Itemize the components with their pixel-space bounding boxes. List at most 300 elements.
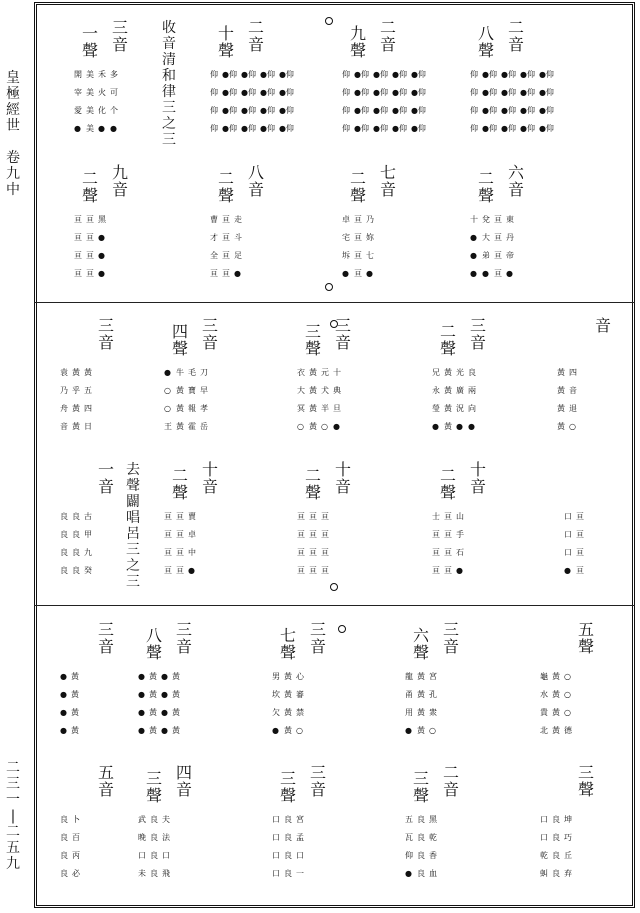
rhyme-cell: ●仰 bbox=[240, 88, 256, 97]
rhyme-cell: 亘 bbox=[309, 548, 317, 557]
rhyme-column bbox=[432, 366, 440, 434]
rhyme-cell: 黃 bbox=[72, 422, 80, 431]
title-char: 音 bbox=[162, 36, 176, 52]
rhyme-cell: 冥 bbox=[297, 404, 305, 413]
margin-char: 五 bbox=[6, 840, 20, 856]
rhyme-cell: 龜 bbox=[540, 672, 548, 681]
rhyme-cell: 黃 bbox=[552, 672, 560, 681]
rhyme-cell: 黃 bbox=[70, 690, 79, 699]
rhyme-cell: 甲 bbox=[84, 530, 92, 539]
rhyme-cell: ●仰 bbox=[259, 106, 275, 115]
rhyme-cell: 口 bbox=[138, 851, 146, 860]
page-frame bbox=[34, 2, 635, 908]
rhyme-cell: 丹 bbox=[506, 233, 514, 242]
rhyme-cell: 黃 bbox=[148, 672, 157, 681]
rhyme-cell: 亘 bbox=[86, 233, 94, 242]
block-heading bbox=[508, 20, 524, 54]
rhyme-cell: ●仰 bbox=[538, 88, 554, 97]
rhyme-cell: 黃 bbox=[84, 368, 92, 377]
rhyme-cell: 禾 bbox=[98, 70, 106, 79]
block-heading bbox=[595, 318, 611, 335]
rhyme-cell: 亘 bbox=[444, 566, 452, 575]
margin-char: 九 bbox=[6, 166, 20, 182]
rhyme-cell: 口 bbox=[272, 851, 280, 860]
block-heading bbox=[305, 324, 321, 358]
rhyme-table bbox=[297, 366, 341, 434]
rhyme-column bbox=[86, 68, 94, 136]
rhyme-cell: ●仰 bbox=[372, 124, 388, 133]
title-char: 呂 bbox=[126, 526, 140, 542]
heading-char: 二 bbox=[478, 169, 495, 188]
rhyme-table bbox=[60, 366, 92, 434]
title-char: 聲 bbox=[126, 478, 140, 494]
block-heading bbox=[82, 26, 98, 60]
rhyme-cell: 黃 bbox=[309, 422, 317, 431]
rhyme-cell: 血 bbox=[429, 869, 437, 878]
rhyme-cell: ●仰 bbox=[538, 70, 554, 79]
rhyme-cell: 黃 bbox=[148, 708, 157, 717]
heading-char: 五 bbox=[98, 763, 115, 782]
rhyme-cell: 黃 bbox=[444, 386, 452, 395]
rhyme-cell: 乾 bbox=[540, 851, 548, 860]
heading-char: 聲 bbox=[280, 643, 297, 662]
rhyme-cell: ○ bbox=[564, 672, 571, 681]
rhyme-cell: 黃 bbox=[284, 708, 292, 717]
rhyme-cell: 良 bbox=[284, 851, 292, 860]
rhyme-cell: 巧 bbox=[564, 833, 572, 842]
rhyme-cell: 口 bbox=[272, 815, 280, 824]
rhyme-table bbox=[405, 670, 437, 738]
heading-char: 三 bbox=[98, 620, 115, 639]
rhyme-column bbox=[417, 813, 425, 881]
rhyme-cell: 黃 bbox=[417, 690, 425, 699]
rhyme-cell: 黃 bbox=[176, 386, 184, 395]
rhyme-cell: ●仰 bbox=[354, 106, 369, 115]
heading-char: 聲 bbox=[578, 780, 595, 799]
rhyme-cell: 半 bbox=[321, 404, 329, 413]
rhyme-cell: 刀 bbox=[200, 368, 208, 377]
rhyme-cell: 仰 bbox=[470, 70, 478, 79]
rhyme-column bbox=[296, 813, 304, 881]
rhyme-cell: 瑩 bbox=[432, 404, 440, 413]
rhyme-cell: 黃 bbox=[284, 726, 292, 735]
rhyme-cell: 坼 bbox=[342, 251, 350, 260]
rhyme-cell: ● bbox=[470, 251, 477, 260]
margin-char: 極 bbox=[6, 86, 20, 102]
block-heading bbox=[98, 318, 114, 352]
heading-char: 音 bbox=[380, 35, 397, 54]
rhyme-cell: 黃 bbox=[444, 404, 452, 413]
rhyme-column bbox=[164, 510, 172, 578]
rhyme-cell: 黃 bbox=[176, 404, 184, 413]
title-char: 律 bbox=[162, 84, 176, 100]
rhyme-cell: 孔 bbox=[429, 690, 437, 699]
rhyme-table bbox=[405, 813, 437, 881]
rhyme-cell: 亘 bbox=[74, 233, 82, 242]
heading-char: 十 bbox=[202, 460, 219, 479]
heading-char: 聲 bbox=[82, 186, 99, 205]
rhyme-column bbox=[539, 68, 554, 136]
block-heading bbox=[440, 468, 456, 502]
rhyme-column bbox=[444, 510, 452, 578]
rhyme-table bbox=[564, 510, 584, 578]
heading-char: 三 bbox=[335, 316, 352, 335]
heading-char: 三 bbox=[413, 769, 430, 788]
rhyme-cell: 口 bbox=[540, 833, 548, 842]
rhyme-column bbox=[210, 213, 218, 281]
rhyme-cell: 古 bbox=[84, 512, 92, 521]
heading-char: 三 bbox=[470, 316, 487, 335]
section-title bbox=[126, 462, 142, 590]
rhyme-cell: 亘 bbox=[321, 548, 329, 557]
rhyme-column bbox=[60, 510, 68, 578]
rhyme-column bbox=[161, 670, 168, 738]
margin-char: 一 bbox=[6, 792, 20, 808]
rhyme-cell: ○ bbox=[564, 690, 571, 699]
heading-char: 聲 bbox=[350, 41, 367, 60]
rhyme-cell: 貴 bbox=[540, 708, 548, 717]
rhyme-cell: 黃 bbox=[171, 672, 180, 681]
rhyme-cell: 亘 bbox=[321, 566, 329, 575]
rhyme-cell: 黑 bbox=[429, 815, 437, 824]
heading-char: 聲 bbox=[280, 786, 297, 805]
rhyme-cell: 个 bbox=[110, 106, 118, 115]
rhyme-cell: 亘 bbox=[164, 512, 172, 521]
rhyme-column bbox=[576, 510, 584, 578]
rhyme-cell: 亘 bbox=[494, 251, 502, 260]
rhyme-cell: 亘 bbox=[494, 215, 502, 224]
rhyme-column bbox=[284, 670, 292, 738]
rhyme-cell: ●仰 bbox=[222, 88, 237, 97]
rhyme-cell: 光 bbox=[456, 368, 464, 377]
rhyme-cell: 德 bbox=[564, 726, 572, 735]
rhyme-table bbox=[272, 813, 304, 881]
rhyme-cell: ● bbox=[456, 566, 463, 575]
rhyme-column bbox=[456, 510, 464, 578]
rhyme-cell: 亘 bbox=[321, 512, 329, 521]
rhyme-cell: 口 bbox=[272, 869, 280, 878]
heading-char: 音 bbox=[112, 35, 129, 54]
heading-char: 音 bbox=[248, 180, 265, 199]
rhyme-cell: 黃 bbox=[557, 404, 565, 413]
rhyme-cell: ●仰 bbox=[259, 124, 275, 133]
rhyme-cell: ● bbox=[482, 269, 489, 278]
heading-char: 十 bbox=[470, 460, 487, 479]
rhyme-cell: ● bbox=[60, 690, 67, 699]
heading-char: 四 bbox=[172, 322, 189, 341]
rhyme-cell: ● bbox=[160, 726, 168, 735]
rhyme-cell: 良 bbox=[150, 815, 158, 824]
rhyme-cell: ● bbox=[160, 708, 168, 717]
rhyme-column bbox=[222, 213, 230, 281]
heading-char: 音 bbox=[98, 637, 115, 656]
rhyme-table bbox=[272, 670, 304, 738]
rhyme-cell: 日 bbox=[84, 422, 92, 431]
rhyme-column bbox=[333, 366, 341, 434]
rhyme-table bbox=[210, 213, 242, 281]
rhyme-cell: 黃 bbox=[309, 386, 317, 395]
block-heading bbox=[176, 765, 192, 799]
rhyme-cell: 男 bbox=[272, 672, 280, 681]
rhyme-cell: 兄 bbox=[432, 368, 440, 377]
rhyme-cell: 良 bbox=[60, 530, 68, 539]
rhyme-cell: 退 bbox=[569, 404, 577, 413]
heading-char: 九 bbox=[112, 163, 129, 182]
rhyme-cell: 賣 bbox=[188, 512, 196, 521]
rhyme-cell: 良 bbox=[72, 530, 80, 539]
rhyme-cell: ● bbox=[164, 368, 171, 377]
rhyme-column bbox=[284, 813, 292, 881]
block-heading bbox=[146, 771, 162, 805]
rhyme-cell: 黃 bbox=[552, 690, 560, 699]
rhyme-cell: 良 bbox=[72, 566, 80, 575]
rhyme-cell: 亘 bbox=[432, 548, 440, 557]
rhyme-cell: 霍 bbox=[188, 422, 196, 431]
margin-char: 中 bbox=[6, 182, 20, 198]
rhyme-column bbox=[456, 366, 464, 434]
rhyme-cell: 龍 bbox=[405, 672, 413, 681]
heading-char: 音 bbox=[595, 316, 612, 335]
rhyme-cell: ● bbox=[98, 233, 105, 242]
rhyme-cell: 黃 bbox=[309, 368, 317, 377]
rhyme-table bbox=[557, 366, 577, 434]
block-heading bbox=[98, 765, 114, 799]
heading-char: 聲 bbox=[478, 41, 495, 60]
rhyme-cell: 黃 bbox=[70, 726, 79, 735]
rhyme-cell: 亘 bbox=[297, 548, 305, 557]
rhyme-cell: 全 bbox=[210, 251, 218, 260]
rhyme-column bbox=[494, 213, 502, 281]
rhyme-cell: 良 bbox=[417, 815, 425, 824]
circle-mark bbox=[330, 583, 338, 591]
rhyme-cell: 卓 bbox=[342, 215, 350, 224]
heading-char: 三 bbox=[176, 620, 193, 639]
rhyme-table bbox=[210, 68, 294, 136]
rhyme-column bbox=[98, 213, 106, 281]
block-heading bbox=[176, 622, 192, 656]
rhyme-cell: ●仰 bbox=[391, 88, 407, 97]
rhyme-column bbox=[552, 670, 560, 738]
rhyme-cell: ●仰 bbox=[519, 106, 535, 115]
rhyme-cell: 亘 bbox=[444, 512, 452, 521]
rhyme-column bbox=[482, 213, 490, 281]
rhyme-cell: ● bbox=[234, 269, 241, 278]
block-heading bbox=[280, 628, 296, 662]
rhyme-cell: ●仰 bbox=[538, 106, 554, 115]
rhyme-cell: ●仰 bbox=[278, 106, 294, 115]
rhyme-cell: ●仰 bbox=[222, 124, 237, 133]
heading-char: 聲 bbox=[305, 339, 322, 358]
rhyme-cell: 黃 bbox=[552, 708, 560, 717]
rhyme-cell: 黃 bbox=[417, 672, 425, 681]
rhyme-table bbox=[138, 813, 170, 881]
rhyme-column bbox=[86, 213, 94, 281]
rhyme-cell: ●仰 bbox=[372, 88, 388, 97]
rhyme-column bbox=[468, 366, 476, 434]
rhyme-cell: ●仰 bbox=[259, 88, 275, 97]
heading-char: 音 bbox=[98, 780, 115, 799]
rhyme-cell: ●仰 bbox=[500, 124, 516, 133]
margin-char: | bbox=[10, 808, 16, 824]
rhyme-cell: 亘 bbox=[354, 215, 362, 224]
rhyme-table bbox=[342, 68, 426, 136]
heading-char: 音 bbox=[248, 35, 265, 54]
block-heading bbox=[578, 622, 594, 656]
heading-char: 音 bbox=[335, 333, 352, 352]
block-heading bbox=[172, 324, 188, 358]
rhyme-cell: 亘 bbox=[164, 548, 172, 557]
rhyme-cell: 用 bbox=[405, 708, 413, 717]
rhyme-cell: 亘 bbox=[222, 215, 230, 224]
rhyme-column bbox=[72, 813, 80, 881]
block-heading bbox=[443, 622, 459, 656]
rhyme-cell: ●仰 bbox=[410, 88, 426, 97]
rhyme-cell: 帝 bbox=[506, 251, 514, 260]
heading-char: 二 bbox=[508, 18, 525, 37]
rhyme-cell: 廣 bbox=[456, 386, 464, 395]
heading-char: 音 bbox=[310, 637, 327, 656]
rhyme-cell: ● bbox=[506, 269, 513, 278]
block-heading bbox=[98, 622, 114, 656]
block-heading bbox=[310, 765, 326, 799]
rhyme-cell: ●仰 bbox=[391, 106, 407, 115]
title-char: 和 bbox=[162, 68, 176, 84]
rhyme-cell: 舟 bbox=[60, 404, 68, 413]
rhyme-cell: 亘 bbox=[432, 566, 440, 575]
block-heading bbox=[280, 771, 296, 805]
rhyme-table bbox=[164, 366, 208, 434]
rhyme-cell: ●仰 bbox=[500, 88, 516, 97]
rhyme-column bbox=[297, 366, 305, 434]
rhyme-cell: 衣 bbox=[297, 368, 305, 377]
rhyme-cell: ○ bbox=[297, 422, 304, 431]
rhyme-column bbox=[260, 68, 275, 136]
rhyme-cell: 黃 bbox=[417, 726, 425, 735]
rhyme-cell: 亘 bbox=[297, 530, 305, 539]
rhyme-column bbox=[557, 366, 565, 434]
rhyme-cell: 口 bbox=[564, 530, 572, 539]
rhyme-cell: ○ bbox=[164, 404, 171, 413]
margin-book-title bbox=[2, 70, 24, 198]
rhyme-cell: 士 bbox=[432, 512, 440, 521]
heading-char: 音 bbox=[508, 180, 525, 199]
rhyme-cell: ●仰 bbox=[240, 70, 256, 79]
heading-char: 三 bbox=[112, 18, 129, 37]
block-heading bbox=[335, 462, 351, 496]
rhyme-cell: 美 bbox=[86, 70, 94, 79]
rhyme-cell: 石 bbox=[456, 548, 464, 557]
heading-char: 二 bbox=[443, 763, 460, 782]
rhyme-cell: 口 bbox=[564, 548, 572, 557]
rhyme-column bbox=[296, 670, 304, 738]
block-heading bbox=[478, 26, 494, 60]
rhyme-cell: ●仰 bbox=[278, 124, 294, 133]
rhyme-cell: 仰 bbox=[210, 106, 218, 115]
rhyme-cell: 良 bbox=[60, 566, 68, 575]
rhyme-cell: 亘 bbox=[222, 269, 230, 278]
heading-char: 三 bbox=[305, 322, 322, 341]
rhyme-cell: ●仰 bbox=[222, 70, 237, 79]
rhyme-cell: 黃 bbox=[557, 368, 565, 377]
rhyme-column bbox=[72, 510, 80, 578]
rhyme-cell: 毛 bbox=[188, 368, 196, 377]
rhyme-cell: ● bbox=[333, 422, 340, 431]
rhyme-cell: 亘 bbox=[176, 566, 184, 575]
rhyme-cell: ●仰 bbox=[538, 124, 554, 133]
rhyme-cell: 仰 bbox=[342, 124, 350, 133]
rhyme-cell: 良 bbox=[417, 869, 425, 878]
margin-char: 二 bbox=[6, 824, 20, 840]
rhyme-cell: 黃 bbox=[148, 690, 157, 699]
rhyme-cell: 黃 bbox=[148, 726, 157, 735]
rhyme-column bbox=[569, 366, 577, 434]
rhyme-cell: 手 bbox=[456, 530, 464, 539]
rhyme-cell: 中 bbox=[188, 548, 196, 557]
rhyme-cell: 仰 bbox=[210, 124, 218, 133]
heading-char: 五 bbox=[578, 620, 595, 639]
block-heading bbox=[350, 171, 366, 205]
rhyme-cell: 四 bbox=[569, 368, 577, 377]
rhyme-cell: ● bbox=[564, 566, 571, 575]
rhyme-column bbox=[470, 68, 478, 136]
rhyme-cell: 弃 bbox=[564, 869, 572, 878]
rhyme-cell: ○ bbox=[569, 422, 576, 431]
rhyme-cell: 岳 bbox=[200, 422, 208, 431]
rhyme-column bbox=[176, 366, 184, 434]
heading-char: 音 bbox=[98, 477, 115, 496]
heading-char: 音 bbox=[470, 333, 487, 352]
rhyme-cell: 亘 bbox=[444, 530, 452, 539]
rhyme-column bbox=[552, 813, 560, 881]
heading-char: 音 bbox=[176, 780, 193, 799]
heading-char: 音 bbox=[202, 333, 219, 352]
rhyme-column bbox=[279, 68, 294, 136]
block-heading bbox=[470, 462, 486, 496]
block-heading bbox=[248, 165, 264, 199]
rhyme-cell: ●仰 bbox=[278, 88, 294, 97]
heading-char: 三 bbox=[98, 316, 115, 335]
rhyme-cell: 卜 bbox=[72, 815, 80, 824]
rhyme-cell: 一 bbox=[296, 869, 304, 878]
heading-char: 聲 bbox=[218, 41, 235, 60]
rhyme-cell: 袁 bbox=[60, 368, 68, 377]
rhyme-table bbox=[540, 670, 572, 738]
rhyme-cell: 亘 bbox=[86, 269, 94, 278]
title-char: 唱 bbox=[126, 510, 140, 526]
rhyme-cell: 弟 bbox=[482, 251, 490, 260]
rhyme-cell: 美 bbox=[86, 88, 94, 97]
heading-char: 八 bbox=[478, 24, 495, 43]
heading-char: 聲 bbox=[146, 786, 163, 805]
rhyme-cell: 音 bbox=[60, 422, 68, 431]
rhyme-cell: 飛 bbox=[162, 869, 170, 878]
rhyme-cell: 水 bbox=[540, 690, 548, 699]
rhyme-cell: ○ bbox=[164, 386, 171, 395]
rhyme-cell: 亘 bbox=[576, 530, 584, 539]
rhyme-column bbox=[520, 68, 535, 136]
rhyme-cell: 亘 bbox=[86, 251, 94, 260]
rhyme-table bbox=[432, 510, 464, 578]
rhyme-cell: 乃 bbox=[366, 215, 374, 224]
block-heading bbox=[248, 20, 264, 54]
heading-char: 七 bbox=[380, 163, 397, 182]
rhyme-cell: 黃 bbox=[171, 690, 180, 699]
block-heading bbox=[380, 20, 396, 54]
heading-char: 聲 bbox=[578, 637, 595, 656]
rhyme-cell: 開 bbox=[74, 70, 82, 79]
rhyme-cell: 曹 bbox=[210, 215, 218, 224]
rhyme-cell: 黃 bbox=[284, 672, 292, 681]
